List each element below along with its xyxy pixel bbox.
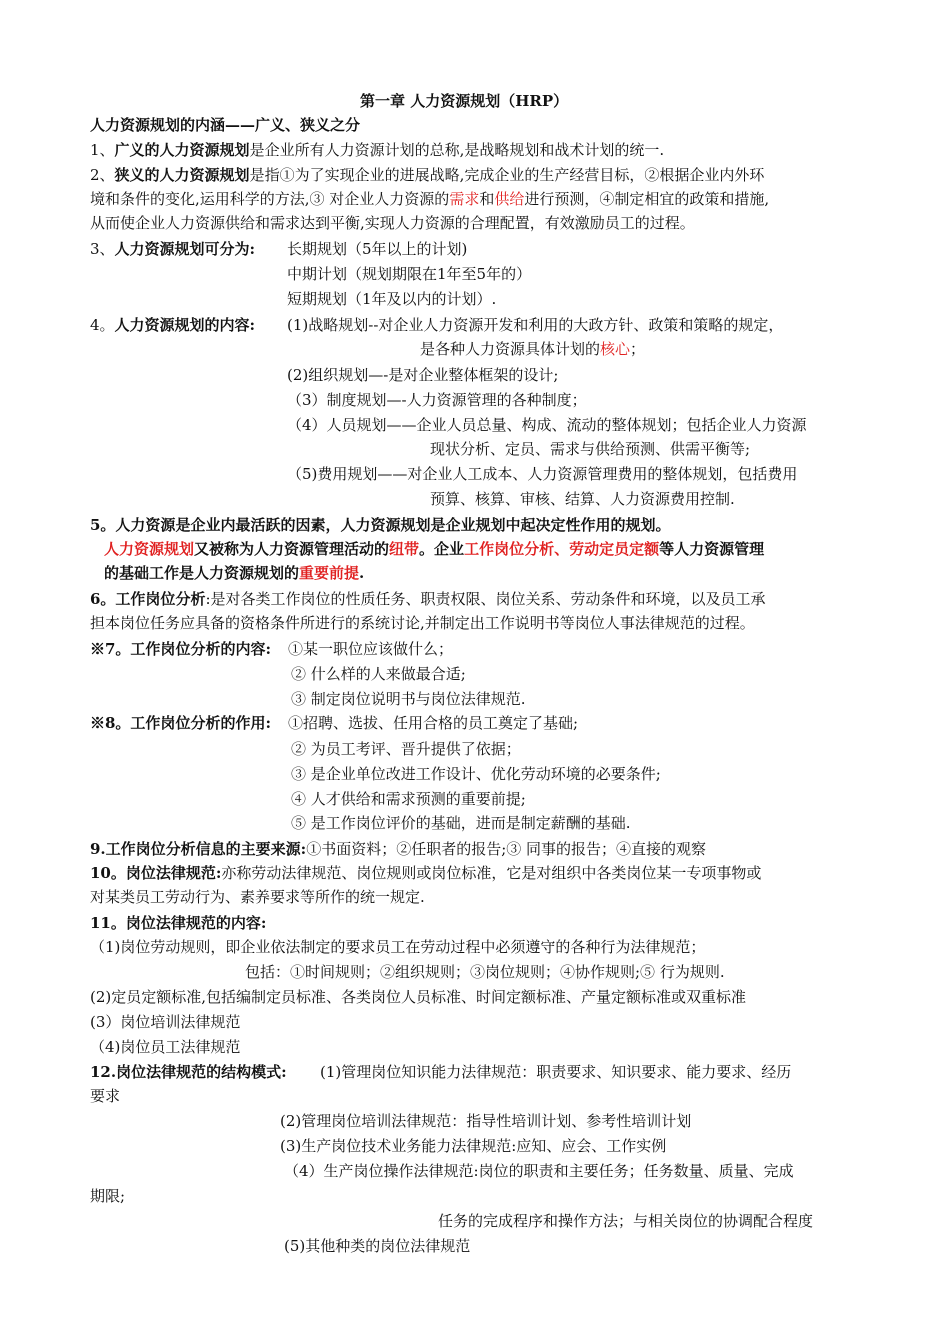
num: 4。 [90, 316, 115, 334]
bold-term: 6。工作岗位分析 [90, 590, 206, 608]
list-item: ② 为员工考评、晋升提供了依据； [291, 740, 521, 758]
bold-term: 人力资源规划可分为: [114, 240, 256, 258]
num: 1、 [90, 141, 115, 159]
list-item: 短期规划（1年及以内的计划）. [287, 290, 497, 308]
list-item: (1)战略规划--对企业人力资源开发和利用的大政方针、政策和策略的规定， [287, 316, 784, 334]
list-item: (1)管理岗位知识能力法律规范：职责要求、知识要求、能力要求、经历 [320, 1063, 792, 1081]
text: 是各种人力资源具体计划的 [420, 340, 601, 358]
list-item: （4）人员规划——企业人员总量、构成、流动的整体规划；包括企业人力资源 [287, 416, 807, 434]
list-item: 长期规划（5年以上的计划) [287, 240, 468, 258]
list-item: （4)岗位员工法律规范 [90, 1038, 241, 1056]
red-term: 工作岗位分析、劳动定员定额 [464, 540, 660, 558]
para-9 [90, 838, 706, 860]
list-item: ② 什么样的人来做最合适; [291, 665, 466, 683]
text: 的基础工作是人力资源规划的 [104, 564, 300, 582]
list-item: (3）岗位培训法律规范 [90, 1013, 241, 1031]
text: 境和条件的变化,运用科学的方法,③ 对企业人力资源的 [90, 190, 450, 208]
text: :是对各类工作岗位的性质任务、职责权限、岗位关系、劳动条件和环境，以及员工承 [205, 590, 766, 608]
list-item: ⑤ 是工作岗位评价的基础，进而是制定薪酬的基础. [291, 814, 631, 832]
red-term: 纽带 [389, 540, 420, 558]
para-7: ※7。工作岗位分析的内容: [90, 640, 271, 658]
para-2-line-1 [90, 164, 764, 186]
red-term: 核心 [600, 340, 631, 358]
list-item-cont: 预算、核算、审核、结算、人力资源费用控制. [430, 490, 735, 508]
para-2-line-2 [90, 188, 769, 210]
bold-term: 9.工作岗位分析信息的主要来源: [90, 840, 307, 858]
num: 2、 [90, 166, 115, 184]
list-item: 中期计划（规划期限在1年至5年的） [287, 265, 532, 283]
red-term: 人力资源规划 [104, 540, 195, 558]
list-item: (5)其他种类的岗位法律规范 [284, 1237, 471, 1255]
red-term: 供给 [494, 190, 525, 208]
list-item-cont: 要求 [90, 1087, 121, 1105]
para-5-line-2 [104, 538, 764, 560]
para-10-line-1 [90, 862, 761, 884]
list-item-cont: 任务的完成程序和操作方法；与相关岗位的协调配合程度 [438, 1212, 814, 1230]
list-item-cont: 包括：①时间规则；②组织规则；③岗位规则；④协作规则;⑤ 行为规则. [245, 963, 725, 981]
list-item: （4）生产岗位操作法律规范:岗位的职责和主要任务；任务数量、质量、完成 [284, 1162, 794, 1180]
list-item: （1)岗位劳动规则，即企业依法制定的要求员工在劳动过程中必须遵守的各种行为法律规范； [90, 938, 706, 956]
text: . [359, 564, 365, 582]
para-6-line-1 [90, 588, 766, 610]
text: 进行预测，④制定相宜的政策和措施, [524, 190, 770, 208]
list-item: （3）制度规划—-人力资源管理的各种制度； [287, 391, 587, 409]
list-item: （5)费用规划——对企业人工成本、人力资源管理费用的整体规划，包括费用 [287, 465, 798, 483]
page-title: 第一章 人力资源规划（HRP） [360, 92, 569, 110]
list-item: ③ 是企业单位改进工作设计、优化劳动环境的必要条件; [291, 765, 661, 783]
text: 和 [479, 190, 495, 208]
list-item: (2)定员定额标准,包括编制定员标准、各类岗位人员标准、时间定额标准、产量定额标准或双重标准 [90, 988, 747, 1006]
text: 又被称为人力资源管理活动的 [194, 540, 390, 558]
bold-term: 人力资源规划的内容: [114, 316, 256, 334]
red-term: 重要前提 [299, 564, 360, 582]
bold-term: 广义的人力资源规划 [114, 141, 250, 159]
list-item: (3)生产岗位技术业务能力法律规范:应知、应会、工作实例 [280, 1137, 667, 1155]
text: ； [630, 340, 646, 358]
red-term: 需求 [449, 190, 480, 208]
list-item-cont [420, 338, 645, 360]
para-5-line-3 [104, 562, 364, 584]
list-item: ①招聘、选拔、任用合格的员工奠定了基础; [288, 714, 579, 732]
para-8: ※8。工作岗位分析的作用: [90, 714, 271, 732]
para-3 [90, 238, 255, 260]
text: 亦称劳动法律规范、岗位规则或岗位标准，它是对组织中各类岗位某一专项事物或 [221, 864, 762, 882]
list-item: ③ 制定岗位说明书与岗位法律规范. [291, 690, 526, 708]
text: 是企业所有人力资源计划的总称,是战略规划和战术计划的统一. [249, 141, 665, 159]
list-item: ④ 人才供给和需求预测的重要前提; [291, 790, 526, 808]
list-item-cont: 期限; [90, 1187, 126, 1205]
para-4 [90, 314, 255, 336]
para-10-line-2: 对某类员工劳动行为、素养要求等所作的统一规定. [90, 888, 425, 906]
text: 等人力资源管理 [659, 540, 765, 558]
para-11: 11。岗位法律规范的内容: [90, 914, 267, 932]
bold-term: 10。岗位法律规范: [90, 864, 222, 882]
num: 3、 [90, 240, 115, 258]
para-6-line-2: 担本岗位任务应具备的资格条件所进行的系统讨论,并制定出工作说明书等岗位人事法律规范的过程。 [90, 614, 755, 632]
text: 是指①为了实现企业的进展战略,完成企业的生产经营目标，②根据企业内外环 [249, 166, 765, 184]
list-item-cont: 现状分析、定员、需求与供给预测、供需平衡等; [430, 440, 751, 458]
list-item: (2)组织规划—-是对企业整体框架的设计; [287, 366, 559, 384]
text: 。企业 [419, 540, 465, 558]
para-2-line-3: 从而使企业人力资源供给和需求达到平衡,实现人力资源的合理配置，有效激励员工的过程。 [90, 214, 695, 232]
list-item: ①某一职位应该做什么； [288, 640, 454, 658]
section-heading: 人力资源规划的内涵——广义、狭义之分 [90, 116, 361, 134]
para-5-line-1: 5。人力资源是企业内最活跃的因素，人力资源规划是企业规划中起决定性作用的规划。 [90, 516, 671, 534]
para-1 [90, 139, 664, 161]
bold-term: 12.岗位法律规范的结构模式: [90, 1063, 287, 1081]
para-12 [90, 1061, 287, 1083]
text: ①书面资料；②任职者的报告;③ 同事的报告；④直接的观察 [306, 840, 707, 858]
list-item: (2)管理岗位培训法律规范：指导性培训计划、参考性培训计划 [280, 1112, 692, 1130]
bold-term: 狭义的人力资源规划 [114, 166, 250, 184]
